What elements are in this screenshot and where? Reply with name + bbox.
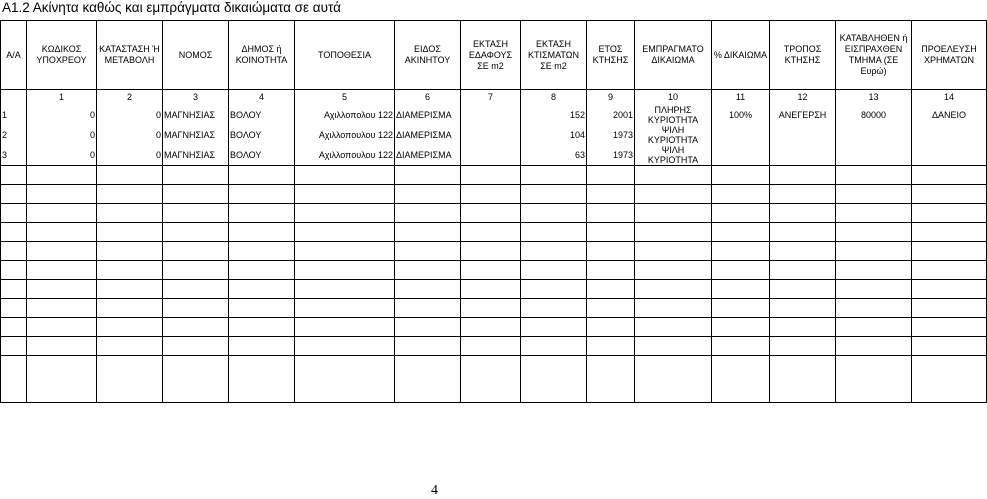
empty-cell xyxy=(712,242,770,261)
table-cell: 100% xyxy=(712,105,770,125)
empty-row xyxy=(1,204,987,223)
empty-row xyxy=(1,185,987,204)
empty-cell xyxy=(295,280,395,299)
header-cell: ΕΤΟΣ ΚΤΗΣΗΣ xyxy=(587,21,635,90)
empty-cell xyxy=(163,261,229,280)
table-cell: 3 xyxy=(1,145,27,166)
empty-cell xyxy=(461,261,521,280)
empty-cell xyxy=(295,185,395,204)
empty-cell xyxy=(712,204,770,223)
empty-cell xyxy=(229,356,295,403)
table-cell: 2 xyxy=(1,125,27,145)
empty-cell xyxy=(770,223,836,242)
empty-cell xyxy=(395,299,461,318)
table-cell: Αχιλλοπουλου 122 xyxy=(295,125,395,145)
table-cell: ΒΟΛΟΥ xyxy=(229,125,295,145)
empty-cell xyxy=(587,261,635,280)
table-cell xyxy=(770,125,836,145)
empty-cell xyxy=(461,318,521,337)
empty-cell xyxy=(229,299,295,318)
table-cell xyxy=(461,125,521,145)
empty-row xyxy=(1,166,987,185)
table-cell: ΠΛΗΡΗΣ ΚΥΡΙΟΤΗΤΑ xyxy=(635,105,712,125)
empty-cell xyxy=(395,185,461,204)
empty-cell xyxy=(97,356,163,403)
empty-cell xyxy=(295,223,395,242)
table-cell: 0 xyxy=(97,105,163,125)
column-number-cell: 11 xyxy=(712,90,770,106)
table-cell: 152 xyxy=(521,105,587,125)
empty-cell xyxy=(163,166,229,185)
empty-cell xyxy=(587,204,635,223)
table-cell xyxy=(836,145,912,166)
header-cell: ΤΟΠΟΘΕΣΙΑ xyxy=(295,21,395,90)
empty-row xyxy=(1,223,987,242)
empty-cell xyxy=(1,166,27,185)
empty-cell xyxy=(163,185,229,204)
empty-cell xyxy=(163,280,229,299)
empty-cell xyxy=(912,261,987,280)
table-cell xyxy=(712,125,770,145)
table-cell: 1 xyxy=(1,105,27,125)
table-cell: 0 xyxy=(27,105,97,125)
table-cell: ΔΙΑΜΕΡΙΣΜΑ xyxy=(395,145,461,166)
table-cell: 1973 xyxy=(587,145,635,166)
empty-cell xyxy=(836,223,912,242)
table-cell: ΜΑΓΝΗΣΙΑΣ xyxy=(163,145,229,166)
empty-cell xyxy=(27,356,97,403)
empty-cell xyxy=(635,223,712,242)
table-cell xyxy=(461,105,521,125)
column-number-cell: 3 xyxy=(163,90,229,106)
table-cell xyxy=(912,145,987,166)
empty-cell xyxy=(521,204,587,223)
empty-cell xyxy=(1,204,27,223)
empty-cell xyxy=(912,299,987,318)
header-cell: ΔΗΜΟΣ ή ΚΟΙΝΟΤΗΤΑ xyxy=(229,21,295,90)
table-cell: 0 xyxy=(97,145,163,166)
empty-cell xyxy=(27,242,97,261)
table-cell: ΨΙΛΗ ΚΥΡΙΟΤΗΤΑ xyxy=(635,125,712,145)
empty-cell xyxy=(163,299,229,318)
empty-cell xyxy=(163,337,229,356)
empty-cell xyxy=(1,242,27,261)
empty-cell xyxy=(229,166,295,185)
empty-row xyxy=(1,280,987,299)
table-cell: 63 xyxy=(521,145,587,166)
header-cell: ΤΡΟΠΟΣ ΚΤΗΣΗΣ xyxy=(770,21,836,90)
header-row xyxy=(1,21,987,90)
empty-cell xyxy=(712,337,770,356)
empty-cell xyxy=(635,166,712,185)
empty-cell xyxy=(836,242,912,261)
empty-cell xyxy=(395,166,461,185)
table-cell: ΒΟΛΟΥ xyxy=(229,105,295,125)
column-number-cell xyxy=(1,90,27,106)
assets-table xyxy=(0,20,987,403)
header-cell: % ΔΙΚΑΙΩΜΑ xyxy=(712,21,770,90)
empty-cell xyxy=(836,185,912,204)
table-row xyxy=(1,125,987,145)
table-cell: ΔΙΑΜΕΡΙΣΜΑ xyxy=(395,105,461,125)
empty-cell xyxy=(97,204,163,223)
empty-cell xyxy=(97,261,163,280)
empty-cell xyxy=(635,356,712,403)
empty-cell xyxy=(461,337,521,356)
empty-cell xyxy=(912,204,987,223)
empty-cell xyxy=(635,318,712,337)
empty-cell xyxy=(521,242,587,261)
table-cell: 1973 xyxy=(587,125,635,145)
empty-cell xyxy=(395,242,461,261)
empty-row xyxy=(1,318,987,337)
empty-cell xyxy=(395,280,461,299)
empty-cell xyxy=(27,280,97,299)
column-number-cell: 9 xyxy=(587,90,635,106)
empty-cell xyxy=(97,318,163,337)
empty-cell xyxy=(712,261,770,280)
empty-cell xyxy=(97,337,163,356)
header-cell: ΕΚΤΑΣΗ ΚΤΙΣΜΑΤΩΝ ΣΕ m2 xyxy=(521,21,587,90)
empty-cell xyxy=(635,185,712,204)
empty-cell xyxy=(229,185,295,204)
empty-cell xyxy=(27,337,97,356)
empty-cell xyxy=(836,337,912,356)
header-cell: ΚΑΤΑΒΛΗΘΕΝ ή ΕΙΣΠΡΑΧΘΕΝ ΤΜΗΜΑ (ΣΕ Ευρώ) xyxy=(836,21,912,90)
empty-cell xyxy=(836,166,912,185)
empty-cell xyxy=(97,299,163,318)
empty-cell xyxy=(27,185,97,204)
empty-cell xyxy=(770,242,836,261)
table-cell: ΜΑΓΝΗΣΙΑΣ xyxy=(163,125,229,145)
table-cell: Αχιλλοπολου 122 xyxy=(295,105,395,125)
empty-cell xyxy=(229,204,295,223)
empty-cell xyxy=(1,356,27,403)
empty-cell xyxy=(712,356,770,403)
empty-cell xyxy=(395,204,461,223)
empty-cell xyxy=(521,166,587,185)
empty-cell xyxy=(712,299,770,318)
column-number-cell: 13 xyxy=(836,90,912,106)
empty-cell xyxy=(770,185,836,204)
column-number-cell: 8 xyxy=(521,90,587,106)
empty-cell xyxy=(295,242,395,261)
empty-cell xyxy=(395,223,461,242)
table-cell xyxy=(912,125,987,145)
empty-cell xyxy=(836,356,912,403)
column-number-cell: 5 xyxy=(295,90,395,106)
empty-cell xyxy=(912,318,987,337)
empty-cell xyxy=(295,204,395,223)
header-cell: ΚΩΔΙΚΟΣ ΥΠΟΧΡΕΟΥ xyxy=(27,21,97,90)
table-row xyxy=(1,145,987,166)
empty-cell xyxy=(635,337,712,356)
empty-cell xyxy=(295,261,395,280)
empty-cell xyxy=(770,166,836,185)
column-number-cell: 1 xyxy=(27,90,97,106)
empty-cell xyxy=(97,223,163,242)
empty-cell xyxy=(395,337,461,356)
table-cell xyxy=(770,145,836,166)
empty-cell xyxy=(587,242,635,261)
table-cell: Αχιλλοπουλου 122 xyxy=(295,145,395,166)
empty-cell xyxy=(229,223,295,242)
empty-cell xyxy=(461,356,521,403)
empty-cell xyxy=(97,280,163,299)
empty-cell xyxy=(521,356,587,403)
column-number-cell: 7 xyxy=(461,90,521,106)
empty-cell xyxy=(521,299,587,318)
empty-cell xyxy=(770,356,836,403)
header-cell: ΠΡΟΕΛΕΥΣΗ ΧΡΗΜΑΤΩΝ xyxy=(912,21,987,90)
empty-cell xyxy=(395,261,461,280)
empty-cell xyxy=(163,356,229,403)
table-cell: 2001 xyxy=(587,105,635,125)
table-cell: ΔΑΝΕΙΟ xyxy=(912,105,987,125)
empty-cell xyxy=(27,318,97,337)
empty-cell xyxy=(1,185,27,204)
empty-cell xyxy=(163,223,229,242)
empty-cell xyxy=(912,166,987,185)
empty-cell xyxy=(770,280,836,299)
empty-cell xyxy=(912,223,987,242)
empty-cell xyxy=(295,356,395,403)
empty-cell xyxy=(295,337,395,356)
header-cell: ΕΙΔΟΣ ΑΚΙΝΗΤΟΥ xyxy=(395,21,461,90)
empty-cell xyxy=(461,204,521,223)
empty-cell xyxy=(27,299,97,318)
empty-cell xyxy=(712,280,770,299)
empty-cell xyxy=(229,318,295,337)
header-cell: ΚΑΤΑΣΤΑΣΗ Ή ΜΕΤΑΒΟΛΗ xyxy=(97,21,163,90)
header-cell: Α/Α xyxy=(1,21,27,90)
empty-cell xyxy=(635,299,712,318)
empty-cell xyxy=(97,185,163,204)
table-row xyxy=(1,105,987,125)
empty-row xyxy=(1,337,987,356)
empty-cell xyxy=(97,166,163,185)
table-cell: 0 xyxy=(27,125,97,145)
empty-cell xyxy=(1,337,27,356)
empty-cell xyxy=(395,356,461,403)
empty-cell xyxy=(1,280,27,299)
empty-cell xyxy=(770,337,836,356)
empty-cell xyxy=(1,223,27,242)
empty-cell xyxy=(712,166,770,185)
empty-cell xyxy=(587,280,635,299)
empty-cell xyxy=(461,223,521,242)
empty-cell xyxy=(163,204,229,223)
empty-cell xyxy=(712,185,770,204)
table-cell xyxy=(836,125,912,145)
column-number-cell: 2 xyxy=(97,90,163,106)
empty-cell xyxy=(836,318,912,337)
empty-cell xyxy=(461,185,521,204)
header-cell: ΕΚΤΑΣΗ ΕΔΑΦΟΥΣ ΣΕ m2 xyxy=(461,21,521,90)
empty-cell xyxy=(836,261,912,280)
empty-cell xyxy=(229,242,295,261)
empty-cell xyxy=(912,242,987,261)
empty-cell xyxy=(770,261,836,280)
empty-cell xyxy=(635,280,712,299)
column-number-cell: 12 xyxy=(770,90,836,106)
empty-cell xyxy=(295,318,395,337)
empty-cell xyxy=(836,204,912,223)
empty-cell xyxy=(27,261,97,280)
table-cell xyxy=(712,145,770,166)
empty-cell xyxy=(770,318,836,337)
empty-cell xyxy=(229,337,295,356)
table-cell: ΜΑΓΝΗΣΙΑΣ xyxy=(163,105,229,125)
empty-cell xyxy=(770,204,836,223)
table-cell: 0 xyxy=(27,145,97,166)
empty-cell xyxy=(587,185,635,204)
empty-cell xyxy=(836,299,912,318)
empty-cell xyxy=(521,318,587,337)
empty-row xyxy=(1,299,987,318)
empty-cell xyxy=(1,318,27,337)
empty-cell xyxy=(712,318,770,337)
empty-row xyxy=(1,356,987,403)
table-cell: 80000 xyxy=(836,105,912,125)
empty-cell xyxy=(587,166,635,185)
column-number-cell: 10 xyxy=(635,90,712,106)
header-cell: ΕΜΠΡΑΓΜΑΤΟ ΔΙΚΑΙΩΜΑ xyxy=(635,21,712,90)
empty-cell xyxy=(521,337,587,356)
header-cell: ΝΟΜΟΣ xyxy=(163,21,229,90)
empty-cell xyxy=(635,242,712,261)
empty-cell xyxy=(163,318,229,337)
column-number-cell: 6 xyxy=(395,90,461,106)
empty-cell xyxy=(587,356,635,403)
table-cell: 0 xyxy=(97,125,163,145)
empty-cell xyxy=(1,299,27,318)
empty-cell xyxy=(295,299,395,318)
table-cell: 104 xyxy=(521,125,587,145)
empty-cell xyxy=(461,166,521,185)
empty-cell xyxy=(229,261,295,280)
empty-cell xyxy=(521,223,587,242)
empty-cell xyxy=(163,242,229,261)
page-number: 4 xyxy=(431,483,438,498)
empty-cell xyxy=(461,280,521,299)
empty-cell xyxy=(912,185,987,204)
empty-cell xyxy=(912,337,987,356)
empty-cell xyxy=(712,223,770,242)
empty-cell xyxy=(27,204,97,223)
empty-cell xyxy=(295,166,395,185)
assets-table-wrapper xyxy=(0,20,977,403)
empty-cell xyxy=(770,299,836,318)
empty-cell xyxy=(587,223,635,242)
table-cell xyxy=(461,145,521,166)
empty-row xyxy=(1,242,987,261)
empty-cell xyxy=(587,337,635,356)
table-cell: ΔΙΑΜΕΡΙΣΜΑ xyxy=(395,125,461,145)
empty-cell xyxy=(27,223,97,242)
empty-row xyxy=(1,261,987,280)
empty-cell xyxy=(229,280,295,299)
empty-cell xyxy=(836,280,912,299)
empty-cell xyxy=(635,204,712,223)
empty-cell xyxy=(587,299,635,318)
table-cell: ΨΙΛΗ ΚΥΡΙΟΤΗΤΑ xyxy=(635,145,712,166)
table-cell: ΑΝΕΓΕΡΣΗ xyxy=(770,105,836,125)
empty-cell xyxy=(461,242,521,261)
empty-cell xyxy=(521,185,587,204)
empty-cell xyxy=(97,242,163,261)
page-title: Α1.2 Ακίνητα καθώς και εμπράγματα δικαιώματα σε αυτά xyxy=(2,0,341,15)
empty-cell xyxy=(587,318,635,337)
empty-cell xyxy=(912,280,987,299)
empty-cell xyxy=(912,356,987,403)
empty-cell xyxy=(521,261,587,280)
column-number-cell: 14 xyxy=(912,90,987,106)
column-number-cell: 4 xyxy=(229,90,295,106)
empty-cell xyxy=(1,261,27,280)
table-cell: ΒΟΛΟΥ xyxy=(229,145,295,166)
empty-cell xyxy=(27,166,97,185)
column-number-row xyxy=(1,90,987,106)
empty-cell xyxy=(395,318,461,337)
empty-cell xyxy=(521,280,587,299)
empty-cell xyxy=(635,261,712,280)
empty-cell xyxy=(461,299,521,318)
